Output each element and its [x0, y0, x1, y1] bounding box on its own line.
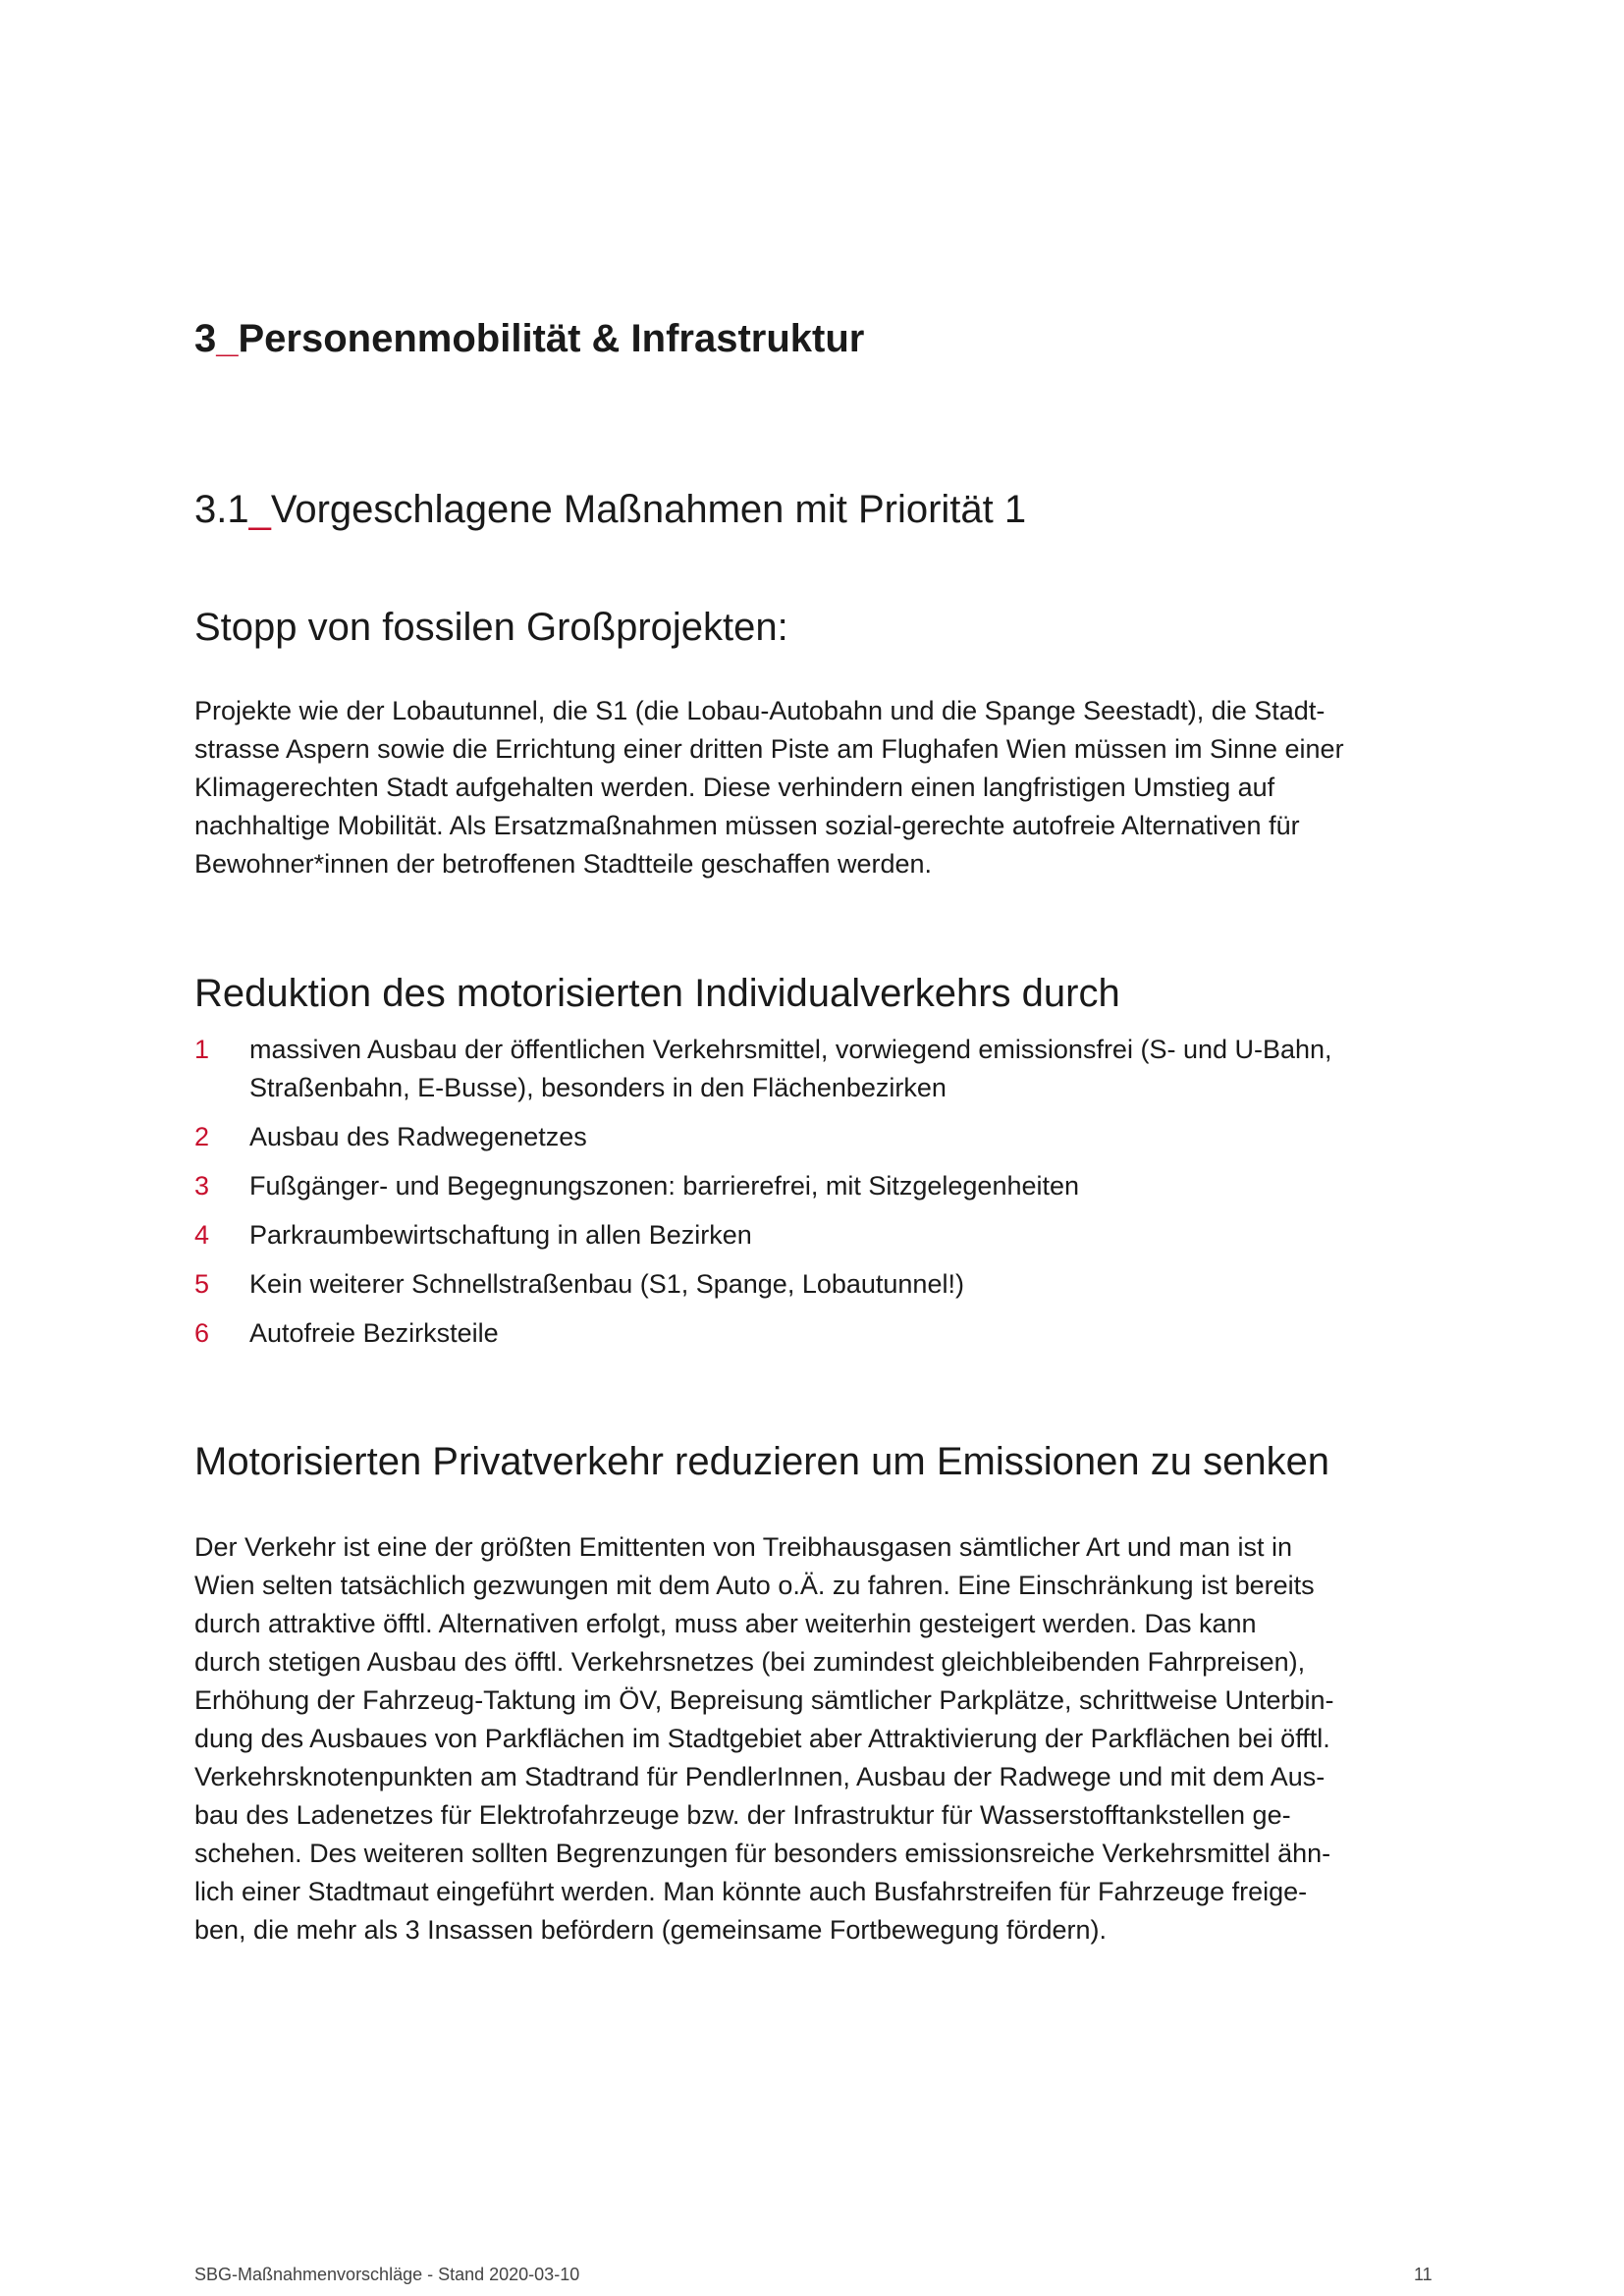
list-number: 6	[194, 1318, 210, 1348]
list-text: massiven Ausbau der öffentlichen Verkehrsmittel, vorwiegend emissionsfrei (S- und U-Bahn,	[249, 1035, 1332, 1064]
list-number: 5	[194, 1269, 210, 1299]
section-number: 3.1	[194, 488, 249, 531]
paragraph-line: schehen. Des weiteren sollten Begrenzungen für besonders emissionsreiche Verkehrsmittel ähn-	[194, 1839, 1331, 1868]
footer-document-info: SBG-Maßnahmenvorschläge - Stand 2020-03-10	[194, 2265, 580, 2284]
list-text: Autofreie Bezirksteile	[249, 1318, 499, 1348]
chapter-underscore: _	[216, 317, 239, 360]
paragraph-line: dung des Ausbaues von Parkflächen im Stadtgebiet aber Attraktivierung der Parkflächen bei öfftl.	[194, 1724, 1330, 1753]
section-underscore: _	[248, 488, 271, 531]
paragraph-line: Bewohner*innen der betroffenen Stadtteile geschaffen werden.	[194, 849, 933, 879]
list-text: Straßenbahn, E-Busse), besonders in den Flächenbezirken	[249, 1073, 947, 1102]
list-item	[194, 1031, 1471, 1107]
list-item	[194, 1265, 1471, 1304]
paragraph-line: Erhöhung der Fahrzeug-Taktung im ÖV, Bepreisung sämtlicher Parkplätze, schrittweise Unterbin-	[194, 1685, 1334, 1715]
subheading-private-traffic: Motorisierten Privatverkehr reduzieren um Emissionen zu senken	[194, 1440, 1330, 1483]
subheading-fossil-projects: Stopp von fossilen Großprojekten:	[194, 606, 788, 649]
list-text: Ausbau des Radwegenetzes	[249, 1122, 587, 1151]
paragraph-line: ben, die mehr als 3 Insassen befördern (gemeinsame Fortbewegung fördern).	[194, 1915, 1108, 1945]
paragraph-line: Der Verkehr ist eine der größten Emittenten von Treibhausgasen sämtlicher Art und man ist in	[194, 1532, 1293, 1562]
section-heading	[194, 483, 1026, 536]
section-title: Vorgeschlagene Maßnahmen mit Priorität 1	[270, 488, 1027, 531]
list-text: Fußgänger- und Begegnungszonen: barrierefrei, mit Sitzgelegenheiten	[249, 1171, 1080, 1201]
paragraph-line: durch stetigen Ausbau des öfftl. Verkehrsnetzes (bei zumindest gleichbleibenden Fahrpreisen),	[194, 1647, 1306, 1677]
reduction-list	[194, 1031, 1471, 1363]
list-number: 4	[194, 1220, 210, 1250]
list-text: Parkraumbewirtschaftung in allen Bezirken	[249, 1220, 752, 1250]
paragraph-line: Wien selten tatsächlich gezwungen mit dem Auto o.Ä. zu fahren. Eine Einschränkung ist bereits	[194, 1571, 1315, 1600]
list-item	[194, 1167, 1471, 1205]
paragraph-line: strasse Aspern sowie die Errichtung einer dritten Piste am Flughafen Wien müssen im Sinne einer	[194, 734, 1344, 764]
paragraph-private-traffic	[194, 1528, 1441, 1949]
list-item	[194, 1216, 1471, 1255]
list-text: Kein weiterer Schnellstraßenbau (S1, Spange, Lobautunnel!)	[249, 1269, 964, 1299]
list-number: 2	[194, 1122, 210, 1151]
chapter-heading	[194, 312, 864, 365]
list-item	[194, 1314, 1471, 1353]
paragraph-line: nachhaltige Mobilität. Als Ersatzmaßnahmen müssen sozial-gerechte autofreie Alternativen für	[194, 811, 1300, 840]
chapter-title: Personenmobilität & Infrastruktur	[238, 317, 865, 360]
paragraph-line: lich einer Stadtmaut eingeführt werden. Man könnte auch Busfahrstreifen für Fahrzeuge freige-	[194, 1877, 1308, 1906]
subheading-reduction: Reduktion des motorisierten Individualverkehrs durch	[194, 972, 1120, 1015]
list-number: 1	[194, 1035, 210, 1064]
list-item	[194, 1118, 1471, 1156]
paragraph-line: Klimagerechten Stadt aufgehalten werden. Diese verhindern einen langfristigen Umstieg auf	[194, 773, 1275, 802]
paragraph-fossil-projects	[194, 692, 1441, 883]
list-number: 3	[194, 1171, 210, 1201]
paragraph-line: Projekte wie der Lobautunnel, die S1 (die Lobau-Autobahn und die Spange Seestadt), die Stadt-	[194, 696, 1326, 725]
paragraph-line: durch attraktive öfftl. Alternativen erfolgt, muss aber weiterhin gesteigert werden. Das kann	[194, 1609, 1257, 1638]
chapter-number: 3	[194, 317, 217, 360]
paragraph-line: bau des Ladenetzes für Elektrofahrzeuge bzw. der Infrastruktur für Wasserstofftankstellen ge-	[194, 1800, 1291, 1830]
paragraph-line: Verkehrsknotenpunkten am Stadtrand für PendlerInnen, Ausbau der Radwege und mit dem Aus-	[194, 1762, 1326, 1791]
footer-page-number: 11	[1414, 2265, 1433, 2284]
